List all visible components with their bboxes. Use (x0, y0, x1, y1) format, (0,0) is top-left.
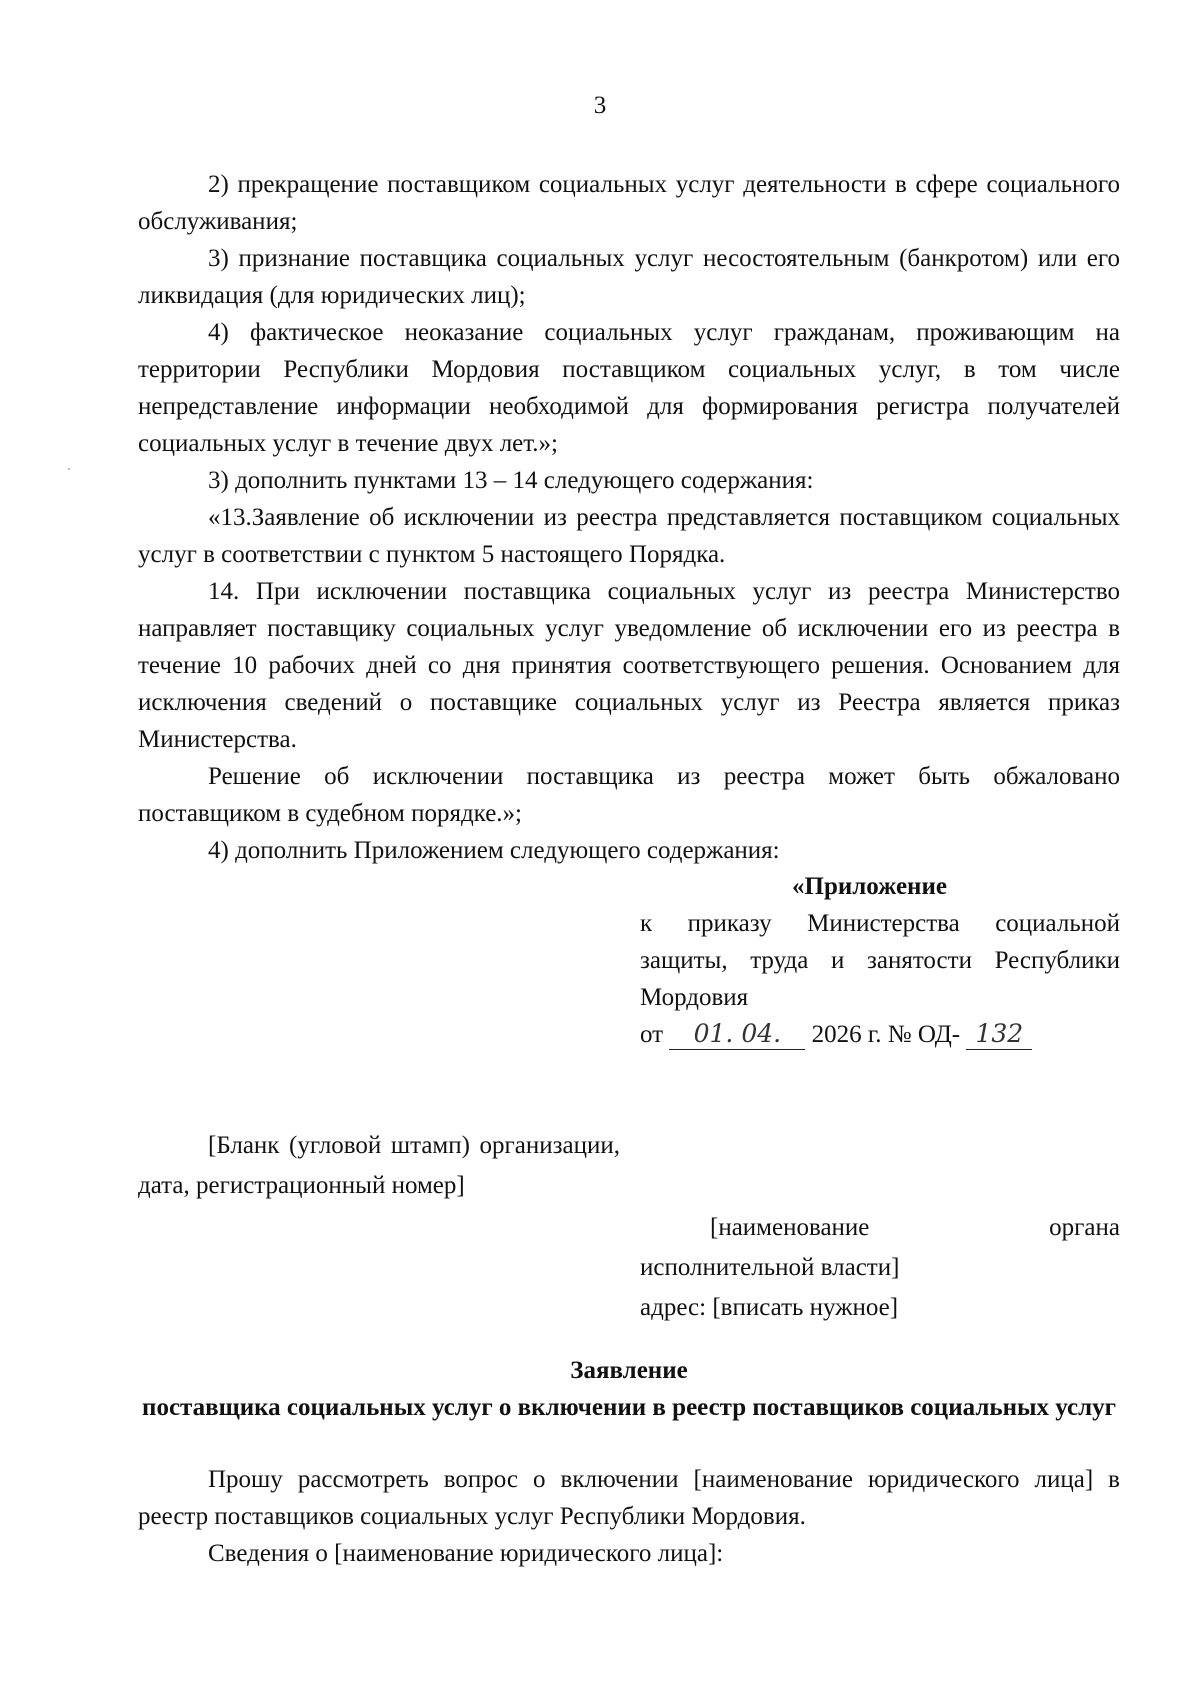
page-number: 3 (593, 92, 607, 119)
heading-subtitle: поставщика социальных услуг о включении в реестр поставщиков социальных услуг (142, 1394, 1116, 1421)
paragraph-amend-4: 4) дополнить Приложением следующего содержания: (208, 837, 780, 864)
scan-artifact (68, 468, 70, 470)
paragraph-item-2: 2) прекращение поставщиком социальных услуг деятельности в сфере социального обслуживания; (138, 171, 1120, 235)
paragraph-appeal: Решение об исключении поставщика из реестра может быть обжаловано поставщиком в судебном порядке.»; (138, 763, 1120, 827)
main-text (138, 166, 1120, 869)
paragraph-14: 14. При исключении поставщика социальных услуг из реестра Министерство направляет поставщику социальных услуг уведомление об исключении его из реестра в течение 10 рабочих дней со дня принятия соответствующего решения. Основанием для исключения сведений о поставщике социальных услуг из Реестра является приказ Министерства. (138, 578, 1120, 753)
application-body (138, 1461, 1120, 1572)
date-prefix: от (640, 1021, 664, 1048)
handwritten-date: 01. 04. (669, 1019, 805, 1050)
paragraph-13: «13.Заявление об исключении из реестра представляется поставщиком социальных услуг в соответствии с пунктом 5 настоящего Порядка. (138, 504, 1120, 568)
handwritten-number: 132 (966, 1019, 1032, 1050)
appendix-title: «Приложение (792, 873, 947, 900)
appendix-date-line (640, 1016, 1120, 1053)
paragraph-item-4: 4) фактическое неоказание социальных услуг гражданам, проживающим на территории Республики Мордовия поставщиком социальных услуг, в том числе непредставление информации необходимой для формирования регистра получателей социальных услуг в течение двух лет.»; (138, 319, 1120, 457)
corner-stamp-placeholder (138, 1126, 620, 1206)
stamp-text: [Бланк (угловой штамп) организации, дата, регистрационный номер] (138, 1132, 620, 1199)
paragraph-amend-3: 3) дополнить пунктами 13 – 14 следующего содержания: (208, 467, 814, 494)
paragraph-item-3: 3) признание поставщика социальных услуг несостоятельным (банкротом) или его ликвидация (для юридических лиц); (138, 245, 1120, 309)
request-paragraph: Прошу рассмотреть вопрос о включении [наименование юридического лица] в реестр поставщиков социальных услуг Республики Мордовия. (138, 1466, 1120, 1530)
addressee-block (640, 1208, 1120, 1328)
appendix-block (640, 868, 1120, 1053)
appendix-text: к приказу Министерства социальной защиты, труда и занятости Республики Мордовия (640, 910, 1120, 1011)
addressee-name: [наименование органа исполнительной власти] (640, 1214, 1120, 1281)
details-paragraph: Сведения о [наименование юридического лица]: (208, 1540, 724, 1567)
addressee-address: адрес: [вписать нужное] (640, 1294, 899, 1321)
order-year-number: 2026 г. № ОД- (811, 1021, 961, 1048)
application-heading (138, 1352, 1120, 1426)
heading-title: Заявление (570, 1357, 688, 1384)
